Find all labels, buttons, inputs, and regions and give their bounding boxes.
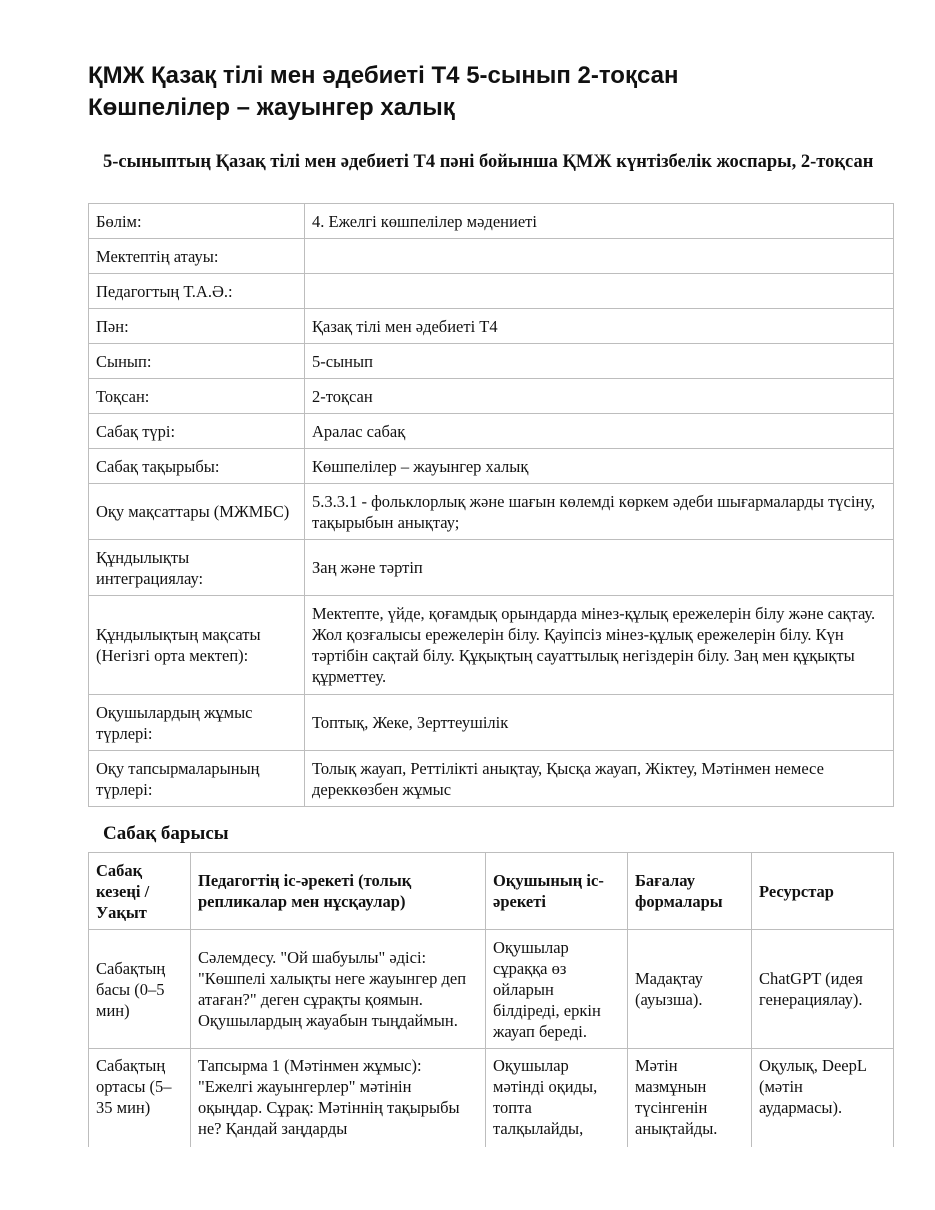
info-value	[305, 239, 894, 274]
column-header: Ресурстар	[752, 853, 894, 930]
table-row	[89, 204, 894, 239]
info-value: Көшпелілер – жауынгер халық	[305, 449, 894, 484]
table-row	[89, 930, 894, 1049]
info-label: Құндылықты интеграциялау:	[89, 540, 305, 596]
table-row	[89, 449, 894, 484]
info-label: Мектептің атауы:	[89, 239, 305, 274]
teacher-activity-cell: Тапсырма 1 (Мәтінмен жұмыс): "Ежелгі жауынгерлер" мәтінін оқыңдар. Сұрақ: Мәтіннің тақырыбы не? Қандай заңдарды	[191, 1049, 486, 1152]
student-activity-cell: Оқушылар сұраққа өз ойларын білдіреді, еркін жауап береді.	[486, 930, 628, 1049]
document-title	[88, 60, 888, 124]
title-line-2: Көшпелілер – жауынгер халық	[88, 94, 455, 121]
column-header: Оқушының іс-әрекеті	[486, 853, 628, 930]
table-row	[89, 344, 894, 379]
table-row	[89, 274, 894, 309]
info-value: 4. Ежелгі көшпелілер мәдениеті	[305, 204, 894, 239]
student-activity-cell: Оқушылар мәтінді оқиды, топта талқылайды,	[486, 1049, 628, 1152]
info-label: Оқу тапсырмаларының түрлері:	[89, 751, 305, 807]
lesson-info-table	[88, 203, 894, 807]
table-row	[89, 309, 894, 344]
section-title: Сабақ барысы	[103, 823, 229, 844]
column-header: Педагогтің іс-әрекеті (толық репликалар мен нұсқаулар)	[191, 853, 486, 930]
info-value: Мектепте, үйде, қоғамдық орындарда мінез-құлық ережелерін білу және сақтау. Жол қозғалысы ережелерін білу. Қауіпсіз мінез-құлық ережелерін білу. Күн тәртібін сақтай білу. Құқықтың сауаттылық негіздерін білу. Заң мен құқықты құрметтеу.	[305, 596, 894, 695]
info-value: Қазақ тілі мен әдебиеті Т4	[305, 309, 894, 344]
info-value: 2-тоқсан	[305, 379, 894, 414]
table-row	[89, 695, 894, 751]
table-row	[89, 484, 894, 540]
info-label: Тоқсан:	[89, 379, 305, 414]
info-label: Сабақ тақырыбы:	[89, 449, 305, 484]
teacher-activity-cell: Сәлемдесу. "Ой шабуылы" әдісі: "Көшпелі халықты неге жауынгер деп атаған?" деген сұрақты қоямын. Оқушылардың жауабын тыңдаймын.	[191, 930, 486, 1049]
info-value: Заң және тәртіп	[305, 540, 894, 596]
stage-cell: Сабақтың ортасы (5–35 мин)	[89, 1049, 191, 1152]
page-bottom-margin	[0, 1147, 935, 1210]
resources-cell: Оқулық, DeepL (мәтін аудармасы).	[752, 1049, 894, 1152]
plan-subtitle: 5-сыныптың Қазақ тілі мен әдебиеті Т4 пәні бойынша ҚМЖ күнтізбелік жоспары, 2-тоқсан	[103, 152, 874, 172]
table-row	[89, 540, 894, 596]
info-value: 5-сынып	[305, 344, 894, 379]
title-line-1: ҚМЖ Қазақ тілі мен әдебиеті Т4 5-сынып 2-тоқсан	[88, 62, 679, 89]
info-label: Педагогтың Т.А.Ә.:	[89, 274, 305, 309]
info-label: Бөлім:	[89, 204, 305, 239]
column-header: Сабақ кезеңі / Уақыт	[89, 853, 191, 930]
table-header-row	[89, 853, 894, 930]
info-label: Оқу мақсаттары (МЖМБС)	[89, 484, 305, 540]
table-row	[89, 379, 894, 414]
info-label: Оқушылардың жұмыс түрлері:	[89, 695, 305, 751]
info-value: Топтық, Жеке, Зерттеушілік	[305, 695, 894, 751]
assessment-cell: Мәтін мазмұнын түсінгенін анықтайды.	[628, 1049, 752, 1152]
info-value: Аралас сабақ	[305, 414, 894, 449]
lesson-flow-table	[88, 852, 894, 1152]
info-value: 5.3.3.1 - фольклорлық және шағын көлемді көркем әдеби шығармаларды түсіну, тақырыбын анықтау;	[305, 484, 894, 540]
assessment-cell: Мадақтау (ауызша).	[628, 930, 752, 1049]
info-label: Құндылықтың мақсаты (Негізгі орта мектеп):	[89, 596, 305, 695]
info-label: Сынып:	[89, 344, 305, 379]
info-value	[305, 274, 894, 309]
info-value: Толық жауап, Реттілікті анықтау, Қысқа жауап, Жіктеу, Мәтінмен немесе дереккөзбен жұмыс	[305, 751, 894, 807]
table-row	[89, 751, 894, 807]
info-label: Сабақ түрі:	[89, 414, 305, 449]
info-label: Пән:	[89, 309, 305, 344]
resources-cell: ChatGPT (идея генерациялау).	[752, 930, 894, 1049]
table-row	[89, 239, 894, 274]
table-row	[89, 596, 894, 695]
table-row	[89, 1049, 894, 1152]
stage-cell: Сабақтың басы (0–5 мин)	[89, 930, 191, 1049]
column-header: Бағалау формалары	[628, 853, 752, 930]
table-row	[89, 414, 894, 449]
